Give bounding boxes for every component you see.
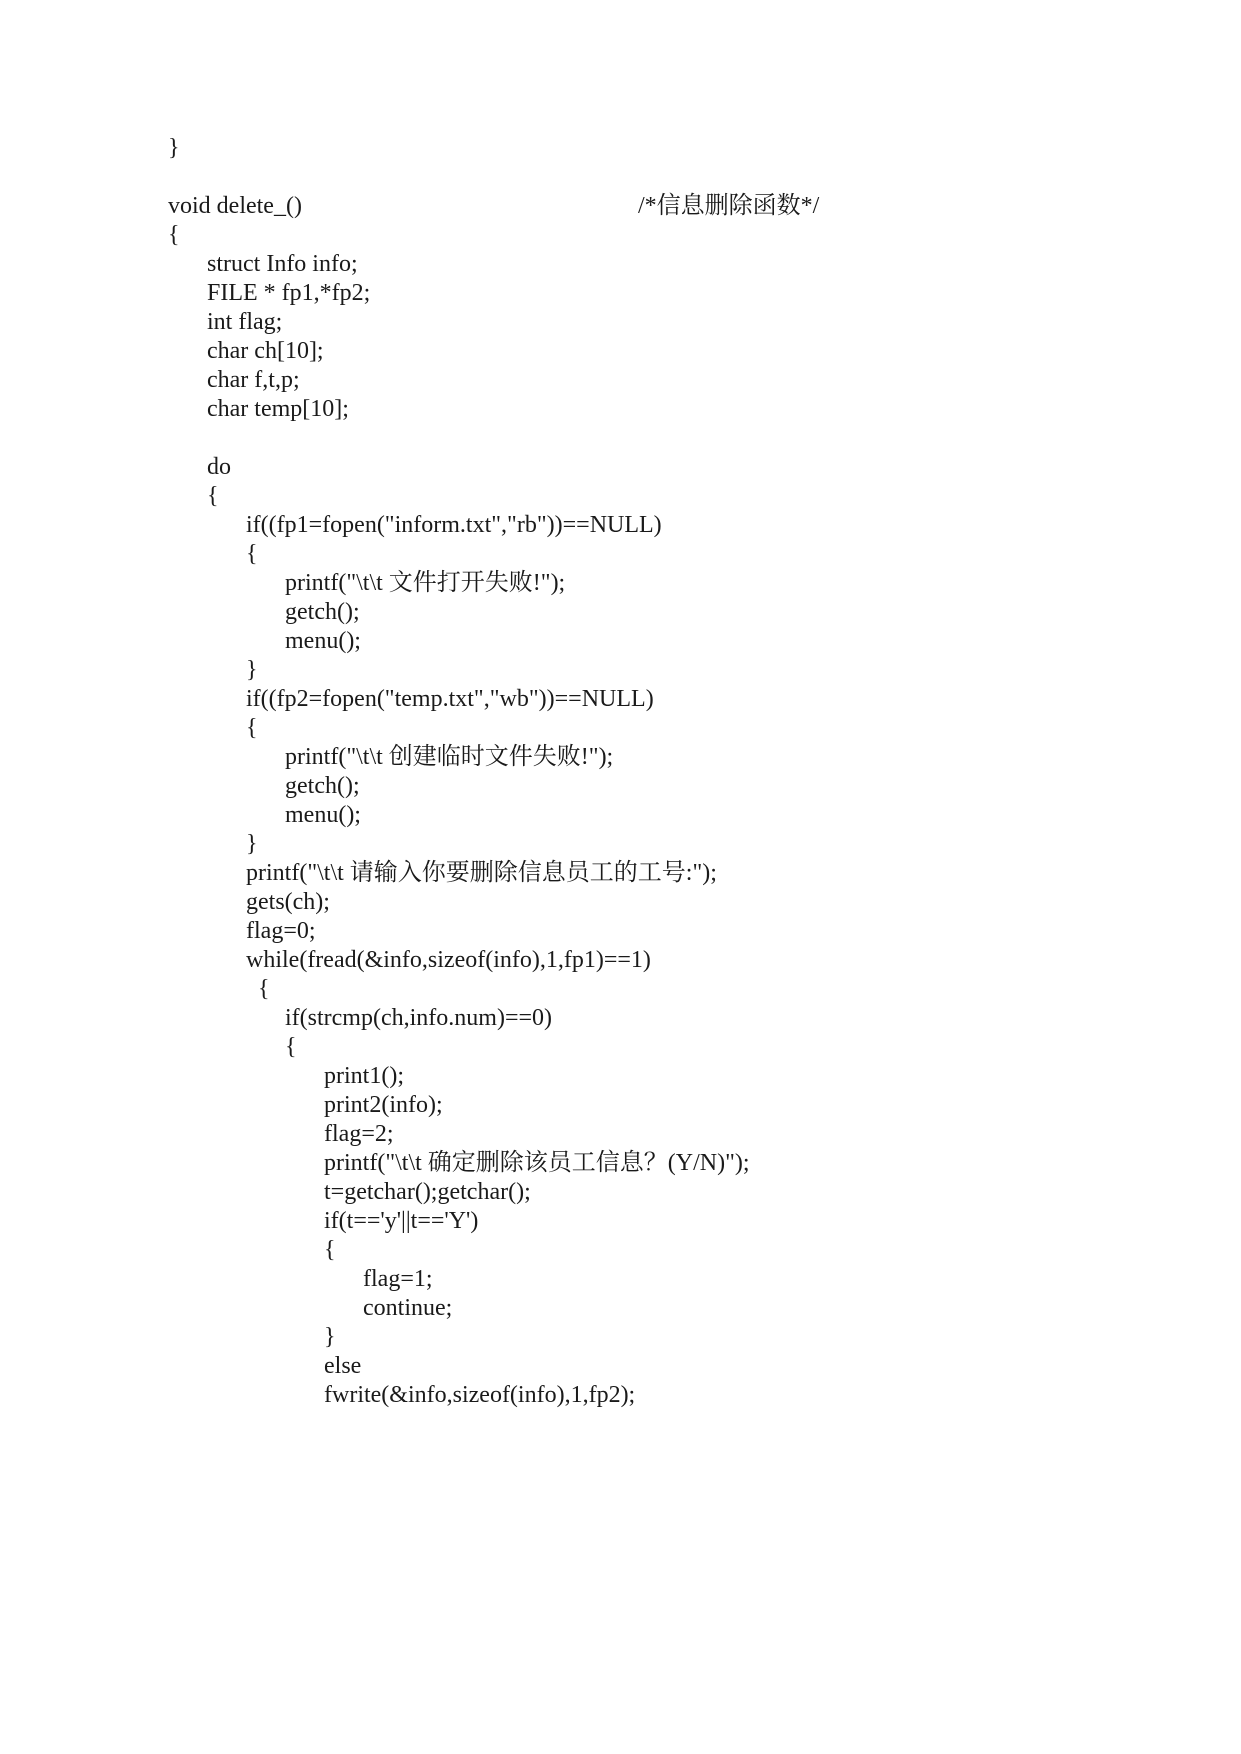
code-line: void delete_() [168,193,302,219]
code-line: printf("\t\t 请输入你要删除信息员工的工号:"); [246,860,717,886]
code-line: if(strcmp(ch,info.num)==0) [285,1005,552,1031]
code-line: if(t=='y'||t=='Y') [324,1208,479,1234]
code-line: { [207,483,219,509]
code-line: { [168,222,180,248]
code-line: struct Info info; [207,251,358,277]
code-line: { [324,1237,336,1263]
code-line: printf("\t\t 确定删除该员工信息？(Y/N)"); [324,1150,750,1176]
code-line: char temp[10]; [207,396,349,422]
code-line: } [246,657,258,683]
code-line: getch(); [285,773,360,799]
code-line: { [285,1034,297,1060]
code-line: else [324,1353,362,1379]
code-line: while(fread(&info,sizeof(info),1,fp1)==1) [246,947,651,973]
code-line: flag=1; [363,1266,433,1292]
code-line: flag=0; [246,918,316,944]
code-line: } [168,135,180,161]
code-line: menu(); [285,628,361,654]
code-line: int flag; [207,309,283,335]
code-line: FILE * fp1,*fp2; [207,280,371,306]
code-line: { [246,715,258,741]
code-line: { [258,976,270,1002]
code-line: char f,t,p; [207,367,300,393]
code-line: gets(ch); [246,889,330,915]
code-line: if((fp1=fopen("inform.txt","rb"))==NULL) [246,512,662,538]
code-line: } [324,1324,336,1350]
code-line: char ch[10]; [207,338,324,364]
code-comment: /*信息删除函数*/ [638,193,820,219]
code-line: } [246,831,258,857]
code-line: menu(); [285,802,361,828]
code-line: if((fp2=fopen("temp.txt","wb"))==NULL) [246,686,654,712]
code-line: fwrite(&info,sizeof(info),1,fp2); [324,1382,636,1408]
code-line: getch(); [285,599,360,625]
code-line: printf("\t\t 创建临时文件失败!"); [285,744,614,770]
code-line: continue; [363,1295,453,1321]
code-line: { [246,541,258,567]
code-line: print1(); [324,1063,404,1089]
code-line: flag=2; [324,1121,394,1147]
code-line: do [207,454,231,480]
code-line: printf("\t\t 文件打开失败!"); [285,570,566,596]
code-line: print2(info); [324,1092,443,1118]
code-line: t=getchar();getchar(); [324,1179,531,1205]
